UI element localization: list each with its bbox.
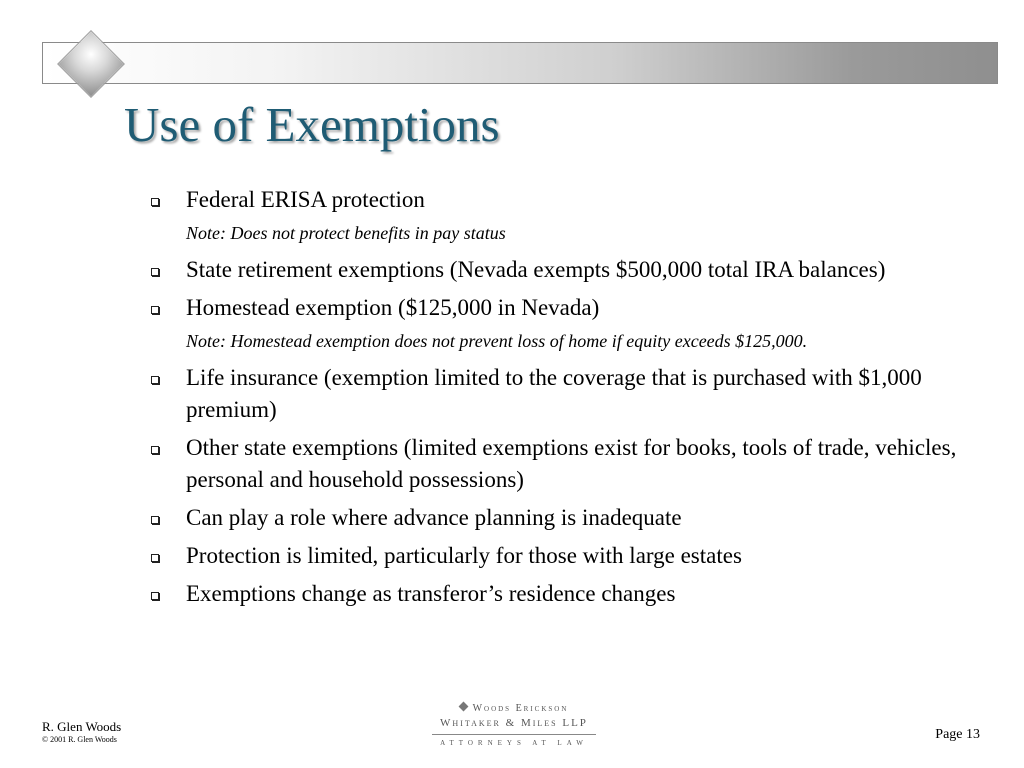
bullet-item xyxy=(148,292,988,324)
bullet-item xyxy=(148,540,988,572)
square-bullet-icon xyxy=(151,306,159,314)
bullet-text: State retirement exemptions (Nevada exempts $500,000 total IRA balances) xyxy=(186,257,886,282)
header-bar xyxy=(42,42,998,84)
firm-logo xyxy=(430,702,598,748)
bullet-item xyxy=(148,432,988,496)
square-bullet-icon xyxy=(151,554,159,562)
bullet-list xyxy=(148,184,988,616)
footer-copyright: © 2001 R. Glen Woods xyxy=(42,735,117,744)
note-text: Note: Homestead exemption does not prevent loss of home if equity exceeds $125,000. xyxy=(186,331,808,351)
firm-divider xyxy=(432,734,596,735)
bullet-item xyxy=(148,578,988,610)
slide-title: Use of Exemptions xyxy=(124,97,500,152)
bullet-text: Other state exemptions (limited exemptions exist for books, tools of trade, vehicles, personal and household possessions) xyxy=(186,435,957,492)
bullet-item xyxy=(148,254,988,286)
firm-name-line1 xyxy=(430,702,598,716)
bullet-item xyxy=(148,184,988,216)
square-bullet-icon xyxy=(151,376,159,384)
firm-name-line2: Whitaker & Miles LLP xyxy=(440,717,588,729)
square-bullet-icon xyxy=(151,516,159,524)
square-bullet-icon xyxy=(151,268,159,276)
bullet-text: Protection is limited, particularly for those with large estates xyxy=(186,543,742,568)
footer-author: R. Glen Woods xyxy=(42,719,122,734)
diamond-icon xyxy=(458,702,468,712)
firm-tagline: ATTORNEYS AT LAW xyxy=(440,739,588,747)
bullet-text: Federal ERISA protection xyxy=(186,187,425,212)
bullet-item xyxy=(148,362,988,426)
bullet-text: Exemptions change as transferor’s residence changes xyxy=(186,581,676,606)
firm-name-text: Woods Erickson xyxy=(472,703,569,714)
bullet-text: Homestead exemption ($125,000 in Nevada) xyxy=(186,295,600,320)
square-bullet-icon xyxy=(151,198,159,206)
page-number: Page 13 xyxy=(935,727,980,742)
note-text: Note: Does not protect benefits in pay status xyxy=(186,223,506,243)
square-bullet-icon xyxy=(151,446,159,454)
square-bullet-icon xyxy=(151,592,159,600)
bullet-item xyxy=(148,502,988,534)
bullet-text: Life insurance (exemption limited to the coverage that is purchased with $1,000 premium) xyxy=(186,365,922,422)
bullet-text: Can play a role where advance planning is inadequate xyxy=(186,505,682,530)
